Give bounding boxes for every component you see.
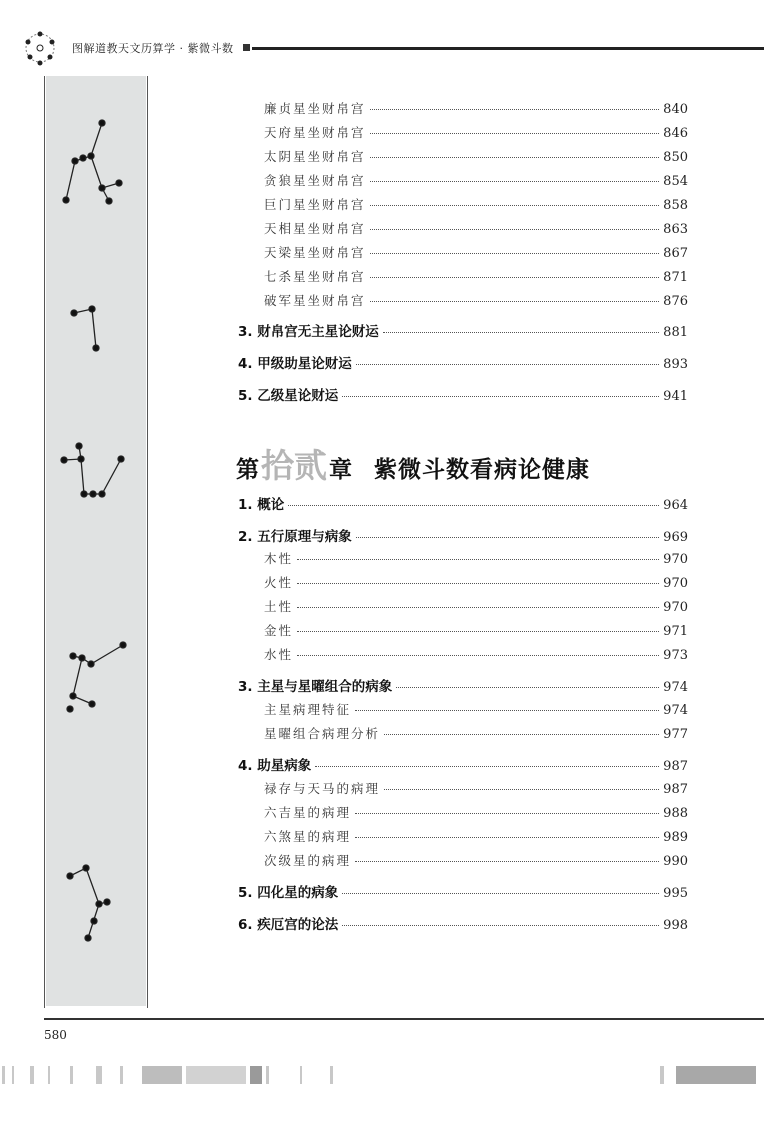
- toc-entry[interactable]: 六煞星的病理 989: [264, 829, 688, 845]
- toc-section[interactable]: 3. 主星与星曜组合的病象 974: [238, 679, 688, 695]
- sidebar-border-right: [147, 76, 148, 1008]
- chapter-heading: [236, 440, 590, 487]
- sidebar-constellation-panel: [46, 76, 146, 1006]
- toc-section[interactable]: 5. 乙级星论财运 941: [238, 388, 688, 404]
- toc-section[interactable]: 3. 财帛宫无主星论财运 881: [238, 324, 688, 340]
- toc-entry[interactable]: 天府星坐财帛宫 846: [264, 125, 688, 141]
- toc-entry[interactable]: 天相星坐财帛宫 863: [264, 221, 688, 237]
- chapter-suffix: 章: [329, 456, 352, 483]
- header-rule: [252, 47, 764, 50]
- toc-entry[interactable]: 木性 970: [264, 551, 688, 567]
- toc-entry[interactable]: 水性 973: [264, 647, 688, 663]
- scan-artifact-strip: [0, 1064, 764, 1086]
- toc-section[interactable]: 1. 概论 964: [238, 497, 688, 513]
- toc-entry[interactable]: 六吉星的病理 988: [264, 805, 688, 821]
- toc-section[interactable]: 4. 助星病象 987: [238, 758, 688, 774]
- toc-entry[interactable]: 土性 970: [264, 599, 688, 615]
- book-title: 图解道教天文历算学 · 紫微斗数: [72, 42, 234, 55]
- toc-entry[interactable]: 巨门星坐财帛宫 858: [264, 197, 688, 213]
- toc-entry[interactable]: 贪狼星坐财帛宫 854: [264, 173, 688, 189]
- toc-entry[interactable]: 火性 970: [264, 575, 688, 591]
- toc-entry[interactable]: 次级星的病理 990: [264, 853, 688, 869]
- chapter-number: 拾贰: [261, 446, 327, 485]
- toc-entry[interactable]: 星曜组合病理分析 977: [264, 726, 688, 742]
- constellation-illustration: [46, 76, 146, 1006]
- toc-entry[interactable]: 天梁星坐财帛宫 867: [264, 245, 688, 261]
- chapter-title: 紫微斗数看病论健康: [374, 456, 590, 483]
- page-number: 580: [44, 1028, 67, 1042]
- constellation-logo-icon: [22, 30, 58, 66]
- toc-entry[interactable]: 金性 971: [264, 623, 688, 639]
- header-square-marker: [243, 44, 250, 51]
- toc-entry[interactable]: 禄存与天马的病理 987: [264, 781, 688, 797]
- toc-entry[interactable]: 太阴星坐财帛宫 850: [264, 149, 688, 165]
- toc-entry[interactable]: 廉贞星坐财帛宫 840: [264, 101, 688, 117]
- toc-entry[interactable]: 七杀星坐财帛宫 871: [264, 269, 688, 285]
- toc-section[interactable]: 4. 甲级助星论财运 893: [238, 356, 688, 372]
- toc-entry[interactable]: 主星病理特征 974: [264, 702, 688, 718]
- sidebar-border-left: [44, 76, 45, 1008]
- footer-rule: [44, 1018, 764, 1020]
- toc-section[interactable]: 2. 五行原理与病象 969: [238, 529, 688, 545]
- toc-section[interactable]: 5. 四化星的病象 995: [238, 885, 688, 901]
- toc-section[interactable]: 6. 疾厄宫的论法 998: [238, 917, 688, 933]
- toc-entry[interactable]: 破军星坐财帛宫 876: [264, 293, 688, 309]
- chapter-prefix: 第: [236, 456, 259, 483]
